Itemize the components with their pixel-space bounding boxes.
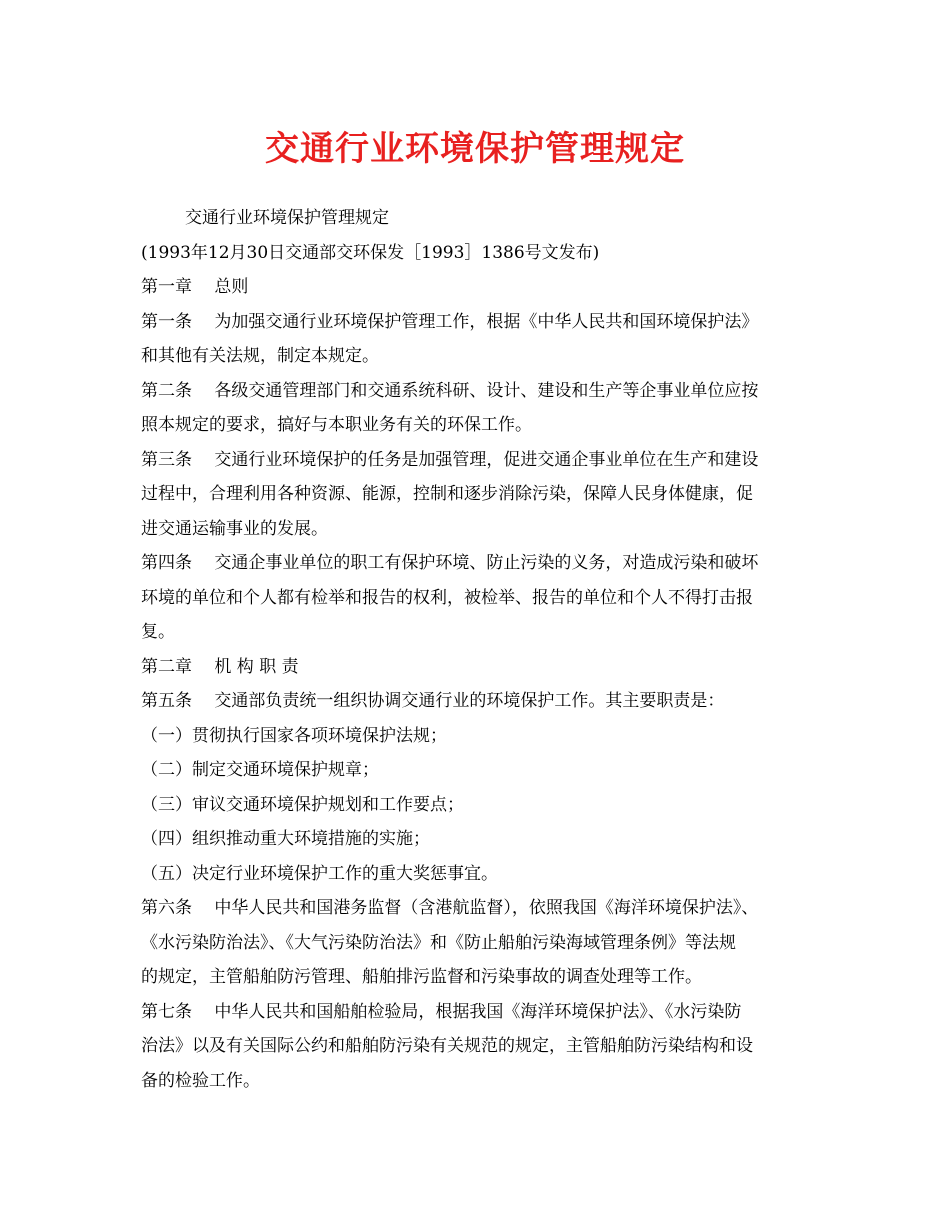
article-line: 第二条 各级交通管理部门和交通系统科研、设计、建设和生产等企事业单位应按: [141, 380, 759, 401]
list-item: （三）审议交通环境保护规划和工作要点；: [141, 794, 464, 815]
article-line: 第三条 交通行业环境保护的任务是加强管理，促进交通企事业单位在生产和建设: [141, 449, 759, 470]
article-line: 第一条 为加强交通行业环境保护管理工作，根据《中华人民共和国环境保护法》: [141, 311, 759, 332]
article-line: 进交通运输事业的发展。: [141, 518, 328, 539]
article-line: 复。: [141, 622, 175, 642]
article-line: 第五条 交通部负责统一组织协调交通行业的环境保护工作。其主要职责是：: [141, 691, 725, 711]
article-line: 第四条 交通企事业单位的职工有保护环境、防止污染的义务，对造成污染和破坏: [141, 553, 759, 573]
article-line: 第七条 中华人民共和国船舶检验局，根据我国《海洋环境保护法》、《水污染防: [141, 1001, 742, 1022]
article-line: 治法》以及有关国际公约和船舶防污染有关规范的规定，主管船舶防污染结构和设: [141, 1036, 753, 1056]
article-line: 的规定，主管船舶防污管理、船舶排污监督和污染事故的调查处理等工作。: [141, 967, 702, 987]
chapter-heading: 第二章 机 构 职 责: [141, 656, 299, 677]
document-title: 交通行业环境保护管理规定: [265, 129, 685, 169]
chapter-heading: 第一章 总则: [141, 277, 249, 297]
document-body: [141, 201, 831, 1098]
article-line: 环境的单位和个人都有检举和报告的权利，被检举、报告的单位和个人不得打击报: [141, 587, 753, 608]
list-item: （一）贯彻执行国家各项环境保护法规；: [141, 725, 447, 746]
article-line: 《水污染防治法》、《大气污染防治法》和《防止船舶污染海域管理条例》等法规: [141, 932, 736, 953]
publication-note: (1993年12月30日交通部交环保发［1993］1386号文发布): [141, 242, 600, 263]
article-line: 备的检验工作。: [141, 1070, 260, 1091]
article-line: 过程中，合理利用各种资源、能源，控制和逐步消除污染，保障人民身体健康，促: [141, 484, 753, 504]
article-line: 第六条 中华人民共和国港务监督（含港航监督），依照我国《海洋环境保护法》、: [141, 898, 759, 918]
list-item: （五）决定行业环境保护工作的重大奖惩事宜。: [141, 863, 498, 884]
list-item: （四）组织推动重大环境措施的实施；: [141, 829, 430, 849]
list-item: （二）制定交通环境保护规章；: [141, 760, 379, 780]
subtitle-line: 交通行业环境保护管理规定: [185, 208, 389, 228]
article-line: 和其他有关法规，制定本规定。: [141, 346, 379, 366]
article-line: 照本规定的要求，搞好与本职业务有关的环保工作。: [141, 415, 532, 435]
